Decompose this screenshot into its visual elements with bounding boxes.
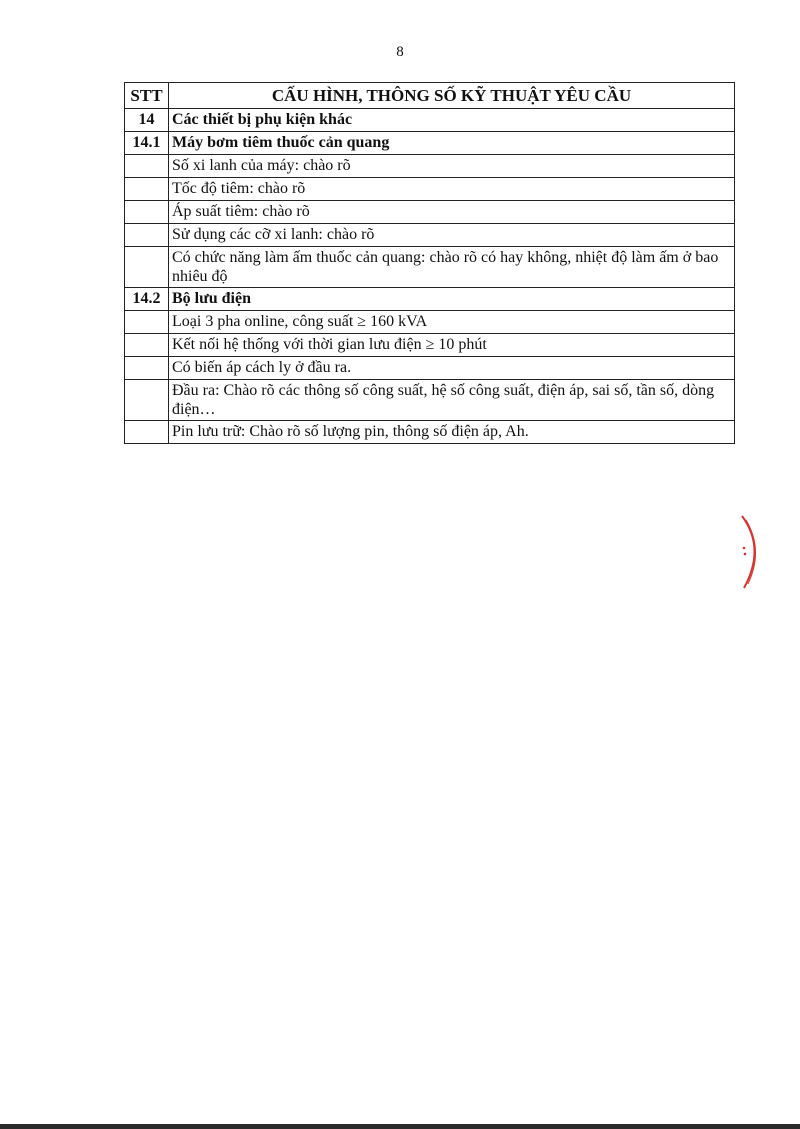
- row-text: Bộ lưu điện: [169, 288, 735, 311]
- row-text: Loại 3 pha online, công suất ≥ 160 kVA: [169, 311, 735, 334]
- row-text: Số xi lanh của máy: chào rõ: [169, 155, 735, 178]
- row-stt: [125, 201, 169, 224]
- row-stt: [125, 247, 169, 288]
- row-stt: 14: [125, 109, 169, 132]
- row-stt: [125, 155, 169, 178]
- table-row: [125, 421, 735, 444]
- spec-table: [124, 82, 735, 444]
- table-row: [125, 247, 735, 288]
- row-text: Có chức năng làm ấm thuốc cản quang: chào rõ có hay không, nhiệt độ làm ấm ở bao nhiêu độ: [169, 247, 735, 288]
- table-row: [125, 109, 735, 132]
- table-row: [125, 132, 735, 155]
- row-text: Đầu ra: Chào rõ các thông số công suất, hệ số công suất, điện áp, sai số, tần số, dòng điện…: [169, 380, 735, 421]
- row-text: Có biến áp cách ly ở đầu ra.: [169, 357, 735, 380]
- row-stt: 14.2: [125, 288, 169, 311]
- row-stt: [125, 311, 169, 334]
- scan-edge: [0, 1124, 800, 1129]
- row-text: Sử dụng các cỡ xi lanh: chào rõ: [169, 224, 735, 247]
- table-row: [125, 357, 735, 380]
- row-text: Kết nối hệ thống với thời gian lưu điện ≥ 10 phút: [169, 334, 735, 357]
- row-text: Các thiết bị phụ kiện khác: [169, 109, 735, 132]
- row-stt: 14.1: [125, 132, 169, 155]
- row-stt: [125, 178, 169, 201]
- header-title: CẤU HÌNH, THÔNG SỐ KỸ THUẬT YÊU CẦU: [169, 83, 735, 109]
- table-row: [125, 201, 735, 224]
- row-stt: [125, 224, 169, 247]
- table-row: [125, 224, 735, 247]
- table-row: [125, 311, 735, 334]
- header-stt: STT: [125, 83, 169, 109]
- row-stt: [125, 334, 169, 357]
- row-text: Máy bơm tiêm thuốc cản quang: [169, 132, 735, 155]
- row-stt: [125, 357, 169, 380]
- table-row: [125, 334, 735, 357]
- page-number: 8: [396, 44, 404, 60]
- table-row: [125, 178, 735, 201]
- table-row: [125, 288, 735, 311]
- row-text: Tốc độ tiêm: chào rõ: [169, 178, 735, 201]
- stamp-fragment-icon: [728, 512, 768, 592]
- table-row: [125, 155, 735, 178]
- row-text: Áp suất tiêm: chào rõ: [169, 201, 735, 224]
- row-text: Pin lưu trữ: Chào rõ số lượng pin, thông số điện áp, Ah.: [169, 421, 735, 444]
- table-header-row: [125, 83, 735, 109]
- row-stt: [125, 380, 169, 421]
- row-stt: [125, 421, 169, 444]
- table-row: [125, 380, 735, 421]
